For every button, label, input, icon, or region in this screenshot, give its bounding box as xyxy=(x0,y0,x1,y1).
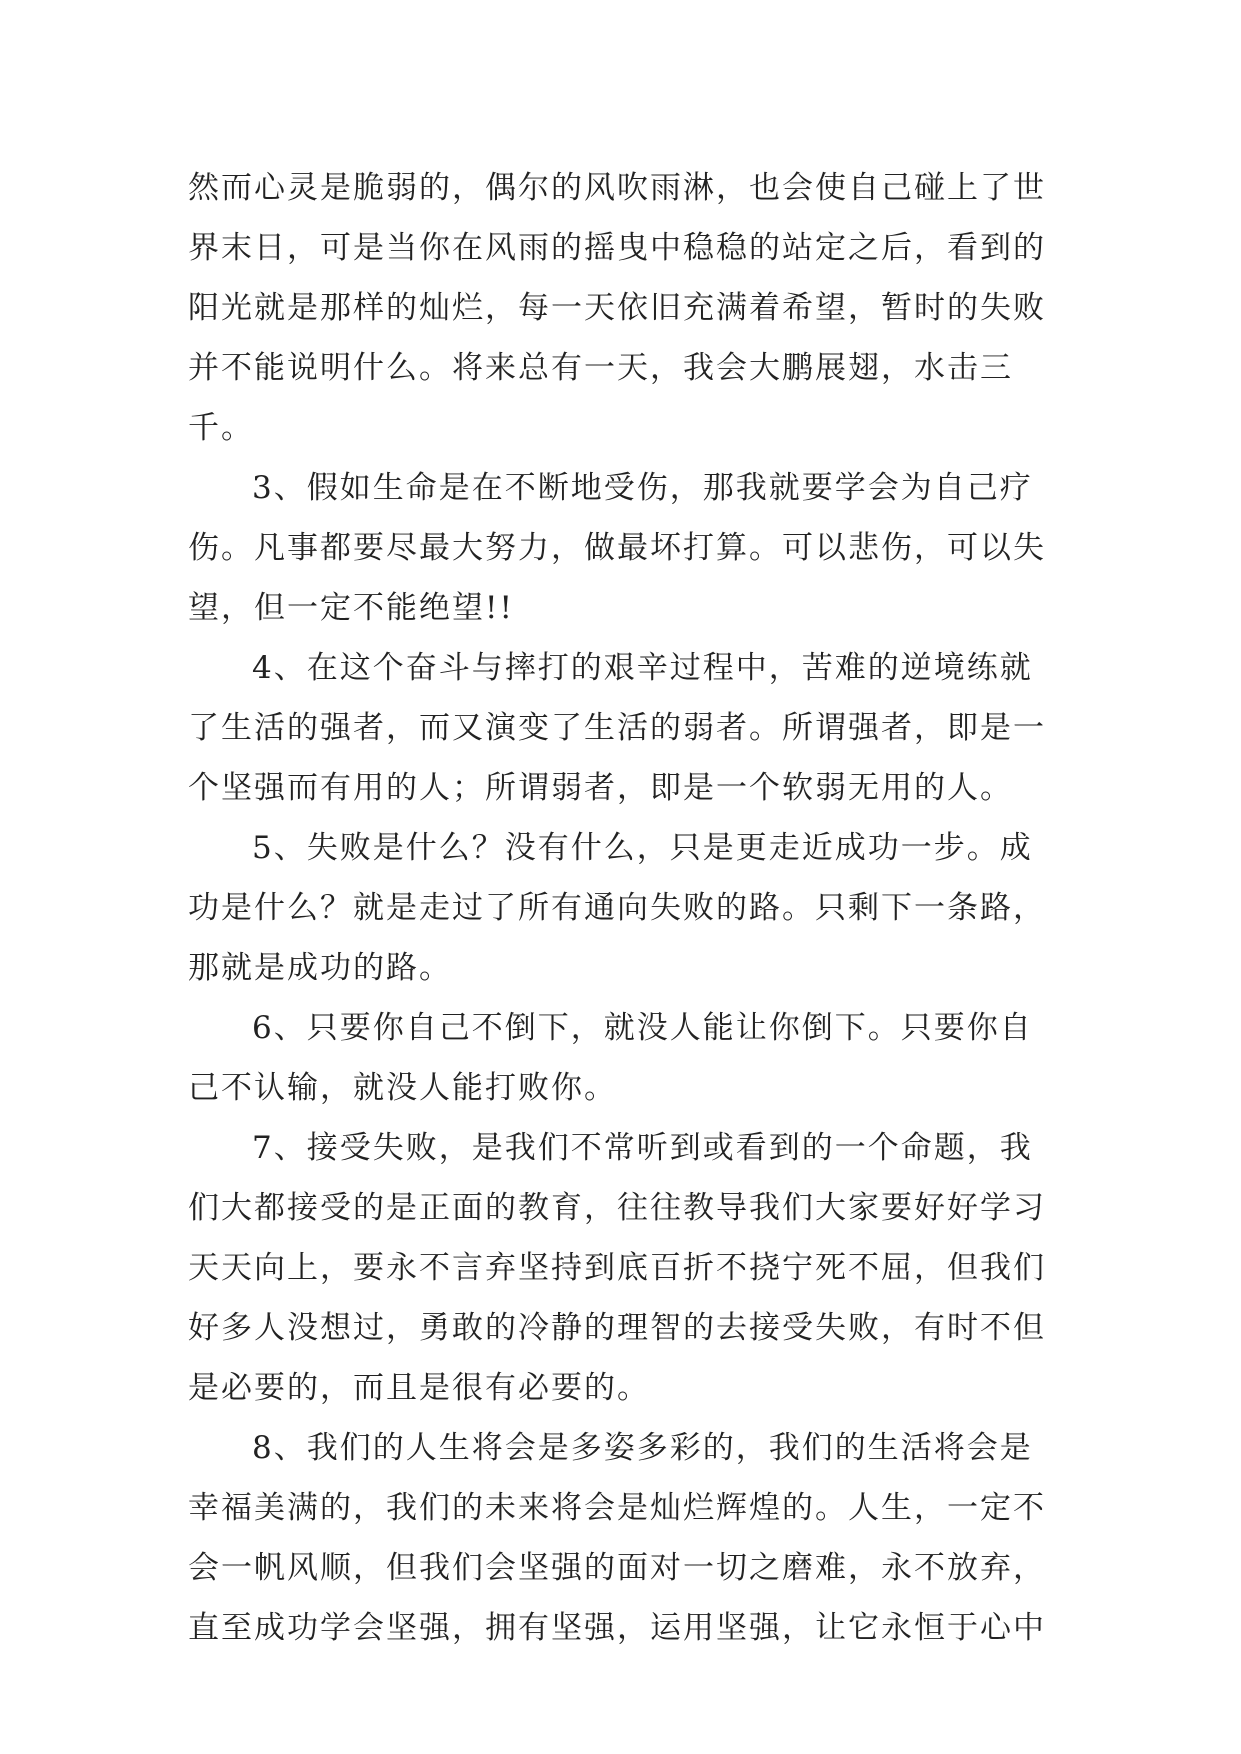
paragraph-6: 7、接受失败，是我们不常听到或看到的一个命题，我们大都接受的是正面的教育，往往教导我们大家要好好学习天天向上，要永不言弃坚持到底百折不挠宁死不屈，但我们好多人没想过，勇敢的冷静的理智的去接受失败，有时不但是必要的，而且是很有必要的。 xyxy=(188,1130,1046,1406)
paragraph-5: 6、只要你自己不倒下，就没人能让你倒下。只要你自己不认输，就没人能打败你。 xyxy=(188,1010,1033,1106)
paragraph-7: 8、我们的人生将会是多姿多彩的，我们的生活将会是幸福美满的，我们的未来将会是灿烂辉煌的。人生，一定不会一帆风顺，但我们会坚强的面对一切之磨难，永不放弃，直至成功学会坚强，拥有坚强，运用坚强，让它永恒于心中 xyxy=(188,1430,1046,1646)
paragraph-1: 然而心灵是脆弱的，偶尔的风吹雨淋，也会使自己碰上了世界末日，可是当你在风雨的摇曳中稳稳的站定之后，看到的阳光就是那样的灿烂，每一天依旧充满着希望，暂时的失败并不能说明什么。将来总有一天，我会大鹏展翅，水击三千。 xyxy=(188,170,1046,446)
paragraph-2: 3、假如生命是在不断地受伤，那我就要学会为自己疗伤。凡事都要尽最大努力，做最坏打算。可以悲伤，可以失望，但一定不能绝望!! xyxy=(188,470,1046,626)
paragraph-4: 5、失败是什么？没有什么，只是更走近成功一步。成功是什么？就是走过了所有通向失败的路。只剩下一条路，那就是成功的路。 xyxy=(188,830,1046,986)
document-body xyxy=(188,158,1058,1658)
paragraph-3: 4、在这个奋斗与摔打的艰辛过程中，苦难的逆境练就了生活的强者，而又演变了生活的弱者。所谓强者，即是一个坚强而有用的人；所谓弱者，即是一个软弱无用的人。 xyxy=(188,650,1046,806)
